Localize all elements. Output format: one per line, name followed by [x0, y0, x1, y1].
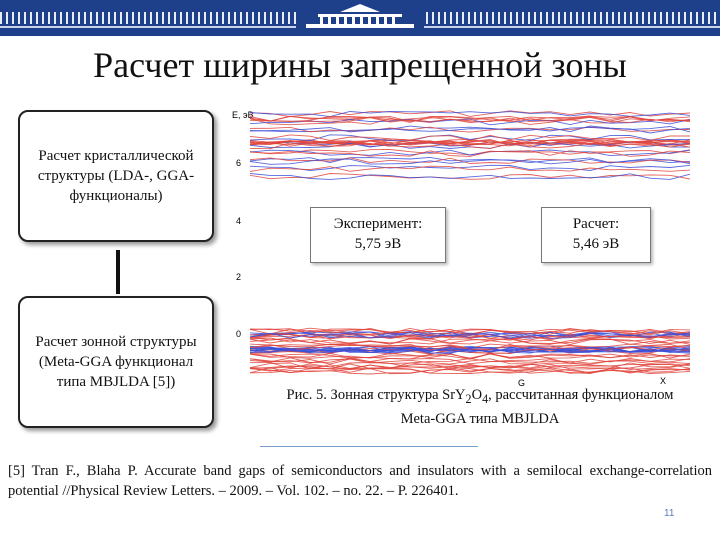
experiment-value: 5,75 эВ — [354, 236, 402, 252]
calculation-label: Расчет: — [572, 216, 620, 232]
caption-sub-4: 4 — [482, 391, 489, 406]
calculation-card — [541, 207, 651, 263]
caption-y: Y — [455, 387, 466, 403]
caption-suffix: , рассчитанная функционалом Meta-GGA типа MBJLDA — [400, 387, 674, 427]
conduction-band-line — [250, 157, 690, 162]
crystal-structure-box — [18, 110, 214, 242]
caption-o: O — [471, 387, 483, 403]
conduction-band-line — [250, 151, 690, 157]
building-emblem-icon — [296, 0, 424, 32]
conduction-bands — [250, 111, 690, 180]
band-structure-text: Расчет зонной структуры (Meta-GGA функционал типа MBJLDA [5]) — [35, 334, 197, 390]
experiment-card — [310, 207, 446, 263]
figure-caption — [270, 385, 690, 429]
y-tick-0: 0 — [236, 329, 242, 339]
band-structure-box — [18, 296, 214, 428]
y-tick-4: 4 — [236, 216, 242, 226]
x-tick-x: X — [660, 376, 667, 386]
page-number: 11 — [664, 508, 675, 519]
calculation-value: 5,46 эВ — [572, 236, 620, 252]
slide-title: Расчет ширины запрещенной зоны — [93, 45, 627, 85]
y-tick-2: 2 — [236, 272, 242, 282]
crystal-structure-text: Расчет кристаллической структуры (LDA-, GGA-функционалы) — [37, 148, 195, 204]
flow-connector — [116, 250, 120, 294]
conduction-band-line — [250, 127, 690, 132]
valence-bands — [250, 328, 690, 374]
x-tick-g: G — [518, 378, 526, 388]
y-tick-6: 6 — [236, 158, 242, 168]
footnote-separator — [260, 446, 478, 447]
conduction-band-line — [250, 150, 690, 155]
y-axis-label: E, эВ — [232, 110, 254, 120]
caption-prefix: Рис. 5. Зонная структура Sr — [286, 387, 456, 403]
caption-sub-2: 2 — [465, 391, 472, 406]
experiment-label: Эксперимент: — [333, 216, 423, 232]
reference-footnote: [5] Tran F., Blaha P. Accurate band gaps of semiconductors and insulators with a semilocal exchange-correlation potential //Physical Review Letters. – 2009. – Vol. 102. – no. 22. – P. 226401. — [8, 463, 712, 499]
